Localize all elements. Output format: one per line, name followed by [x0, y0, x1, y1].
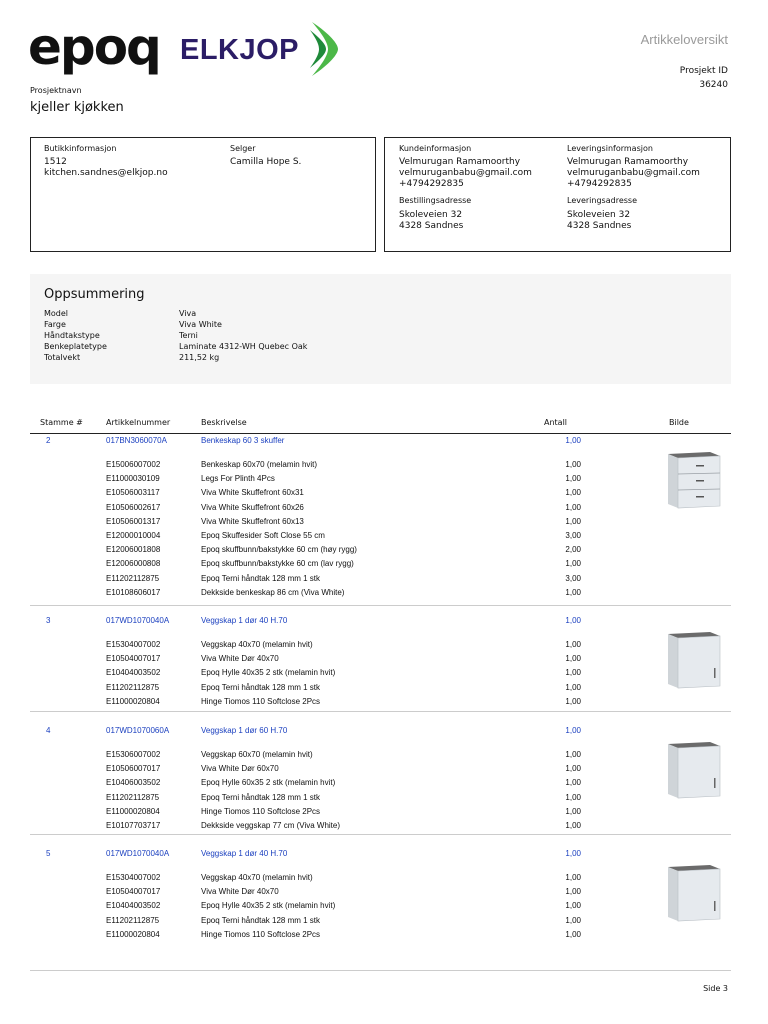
item-quantity: 1,00	[565, 887, 581, 897]
item-article: E11000020804	[106, 806, 160, 816]
item-article: E10506001317	[106, 516, 161, 526]
item-quantity: 1,00	[565, 764, 581, 774]
item-quantity: 1,00	[565, 460, 581, 469]
item-quantity: 1,00	[565, 750, 581, 759]
col-header-stem: Stamme #	[40, 418, 83, 427]
order-street: Skoleveien 32	[399, 210, 463, 220]
seller-label: Selger	[230, 144, 256, 153]
item-quantity: 1,00	[565, 901, 581, 911]
group-stem: 4	[46, 726, 51, 735]
group-article: 017BN3060070A	[106, 436, 167, 445]
item-quantity: 1,00	[565, 682, 581, 692]
item-description: Hinge Tiomos 110 Softclose 2Pcs	[201, 696, 321, 706]
item-quantity: 2,00	[565, 545, 581, 555]
group-description: Veggskap 1 dør 40 H.70	[201, 849, 288, 858]
summary-label: Benkeplatetype	[44, 342, 107, 351]
item-description: Viva White Skuffefront 60x31	[201, 488, 304, 498]
elkjop-swoosh-icon	[308, 20, 340, 78]
item-description: Veggskap 40x70 (melamin hvit)	[201, 873, 313, 882]
header-divider	[30, 433, 731, 434]
item-article: E10404003502	[106, 668, 161, 678]
order-city: 4328 Sandnes	[399, 221, 464, 231]
col-header-description: Beskrivelse	[201, 418, 247, 427]
project-name-label: Prosjektnavn	[30, 86, 82, 95]
store-info-box	[30, 137, 376, 252]
item-article: E12006000808	[106, 559, 161, 569]
item-quantity: 1,00	[565, 587, 581, 597]
item-article: E10107703717	[106, 821, 161, 830]
summary-label: Farge	[44, 320, 66, 329]
wall-cabinet-icon	[666, 738, 722, 802]
item-article: E11000020804	[106, 696, 160, 706]
item-article: E11202112875	[106, 792, 160, 802]
group-article: 017WD1070040A	[106, 849, 170, 858]
item-quantity: 1,00	[565, 929, 581, 939]
item-quantity: 3,00	[565, 531, 581, 540]
customer-info-label: Kundeinformasjon	[399, 144, 472, 153]
delivery-city: 4328 Sandnes	[567, 221, 632, 231]
item-article: E11000030109	[106, 474, 160, 484]
item-quantity: 1,00	[565, 516, 581, 526]
elkjop-logo: ELKJOP	[180, 34, 300, 66]
summary-title: Oppsummering	[44, 287, 145, 302]
group-stem: 2	[46, 436, 51, 445]
item-article: E12000010004	[106, 531, 161, 540]
group-quantity: 1,00	[565, 849, 581, 858]
item-quantity: 1,00	[565, 806, 581, 816]
wall-cabinet-icon	[666, 861, 722, 925]
summary-label: Håndtakstype	[44, 331, 100, 340]
item-quantity: 1,00	[565, 654, 581, 664]
item-description: Viva White Skuffefront 60x26	[201, 502, 304, 512]
drawer-cabinet-icon	[666, 448, 722, 512]
item-article: E15006007002	[106, 460, 161, 469]
item-article: E11202112875	[106, 915, 160, 925]
store-id: 1512	[44, 157, 67, 167]
project-name: kjeller kjøkken	[30, 100, 124, 115]
document-title: Artikkeloversikt	[640, 32, 728, 47]
item-quantity: 1,00	[565, 474, 581, 484]
item-description: Dekkside benkeskap 86 cm (Viva White)	[201, 587, 345, 597]
epoq-logo: epoq	[28, 18, 160, 76]
group-quantity: 1,00	[565, 616, 581, 625]
item-quantity: 1,00	[565, 915, 581, 925]
item-quantity: 1,00	[565, 873, 581, 882]
group-divider	[30, 711, 731, 712]
group-quantity: 1,00	[565, 726, 581, 735]
item-article: E15304007002	[106, 640, 161, 649]
group-divider	[30, 834, 731, 835]
summary-value: Terni	[179, 331, 198, 340]
item-description: Hinge Tiomos 110 Softclose 2Pcs	[201, 806, 321, 816]
order-address-label: Bestillingsadresse	[399, 196, 472, 205]
delivery-email: velmuruganbabu@gmail.com	[567, 168, 700, 178]
store-email: kitchen.sandnes@elkjop.no	[44, 168, 168, 178]
item-quantity: 3,00	[565, 573, 581, 583]
item-article: E10506003117	[106, 488, 160, 498]
summary-label: Model	[44, 309, 69, 318]
item-article: E10506002617	[106, 502, 161, 512]
group-stem: 3	[46, 616, 51, 625]
item-article: E15304007002	[106, 873, 161, 882]
item-quantity: 1,00	[565, 488, 581, 498]
wall-cabinet-icon	[666, 628, 722, 692]
item-description: Epoq Hylle 40x35 2 stk (melamin hvit)	[201, 668, 336, 678]
item-quantity: 1,00	[565, 668, 581, 678]
group-description: Veggskap 1 dør 60 H.70	[201, 726, 288, 735]
item-quantity: 1,00	[565, 792, 581, 802]
customer-phone: +4794292835	[399, 179, 464, 189]
project-id-label: Prosjekt ID	[679, 66, 728, 76]
item-description: Viva White Dør 40x70	[201, 654, 279, 664]
item-description: Veggskap 40x70 (melamin hvit)	[201, 640, 313, 649]
group-description: Benkeskap 60 3 skuffer	[201, 436, 285, 445]
delivery-info-label: Leveringsinformasjon	[567, 144, 653, 153]
customer-name: Velmurugan Ramamoorthy	[399, 157, 521, 167]
col-header-image: Bilde	[669, 418, 689, 427]
item-quantity: 1,00	[565, 696, 581, 706]
item-description: Epoq Terni håndtak 128 mm 1 stk	[201, 915, 321, 925]
delivery-phone: +4794292835	[567, 179, 632, 189]
item-description: Epoq skuffbunn/bakstykke 60 cm (lav rygg)	[201, 559, 354, 569]
item-description: Veggskap 60x70 (melamin hvit)	[201, 750, 313, 759]
group-article: 017WD1070040A	[106, 616, 170, 625]
item-description: Viva White Skuffefront 60x13	[201, 516, 304, 526]
col-header-quantity: Antall	[544, 418, 568, 427]
item-quantity: 1,00	[565, 502, 581, 512]
summary-value: Viva	[179, 309, 197, 318]
item-article: E11202112875	[106, 682, 160, 692]
item-article: E11202112875	[106, 573, 160, 583]
summary-value: Laminate 4312-WH Quebec Oak	[179, 342, 308, 351]
item-article: E10506007017	[106, 764, 161, 774]
item-description: Epoq Hylle 40x35 2 stk (melamin hvit)	[201, 901, 336, 911]
item-description: Dekkside veggskap 77 cm (Viva White)	[201, 821, 341, 830]
delivery-street: Skoleveien 32	[567, 210, 631, 220]
page-number: Side 3	[703, 984, 728, 993]
customer-info-box	[384, 137, 731, 252]
item-quantity: 1,00	[565, 559, 581, 569]
summary-label: Totalvekt	[44, 353, 81, 362]
summary-value: 211,52 kg	[179, 353, 220, 362]
col-header-article: Artikkelnummer	[106, 418, 171, 427]
project-id: 36240	[699, 80, 728, 90]
group-divider	[30, 605, 731, 606]
store-info-label: Butikkinformasjon	[44, 144, 117, 153]
item-article: E10404003502	[106, 901, 161, 911]
group-stem: 5	[46, 849, 51, 858]
item-article: E10504007017	[106, 887, 161, 897]
item-description: Epoq Skuffesider Soft Close 55 cm	[201, 531, 325, 540]
summary-value: Viva White	[179, 320, 222, 329]
seller-name: Camilla Hope S.	[230, 157, 302, 167]
item-quantity: 1,00	[565, 821, 581, 830]
group-quantity: 1,00	[565, 436, 581, 445]
item-article: E15306007002	[106, 750, 161, 759]
item-description: Viva White Dør 60x70	[201, 764, 279, 774]
item-quantity: 1,00	[565, 778, 581, 788]
item-quantity: 1,00	[565, 640, 581, 649]
item-description: Epoq Terni håndtak 128 mm 1 stk	[201, 682, 321, 692]
item-description: Viva White Dør 40x70	[201, 887, 279, 897]
delivery-address-label: Leveringsadresse	[567, 196, 637, 205]
item-description: Epoq Terni håndtak 128 mm 1 stk	[201, 573, 321, 583]
item-description: Hinge Tiomos 110 Softclose 2Pcs	[201, 929, 321, 939]
item-article: E11000020804	[106, 929, 160, 939]
item-article: E10504007017	[106, 654, 161, 664]
item-description: Epoq skuffbunn/bakstykke 60 cm (høy rygg)	[201, 545, 357, 555]
item-description: Legs For Plinth 4Pcs	[201, 474, 275, 484]
footer-divider	[30, 970, 731, 971]
item-article: E10108606017	[106, 587, 161, 597]
item-description: Epoq Terni håndtak 128 mm 1 stk	[201, 792, 321, 802]
item-description: Benkeskap 60x70 (melamin hvit)	[201, 460, 318, 469]
customer-email: velmuruganbabu@gmail.com	[399, 168, 532, 178]
delivery-name: Velmurugan Ramamoorthy	[567, 157, 689, 167]
group-article: 017WD1070060A	[106, 726, 170, 735]
item-article: E10406003502	[106, 778, 161, 788]
item-description: Epoq Hylle 60x35 2 stk (melamin hvit)	[201, 778, 336, 788]
group-description: Veggskap 1 dør 40 H.70	[201, 616, 288, 625]
item-article: E12006001808	[106, 545, 161, 555]
